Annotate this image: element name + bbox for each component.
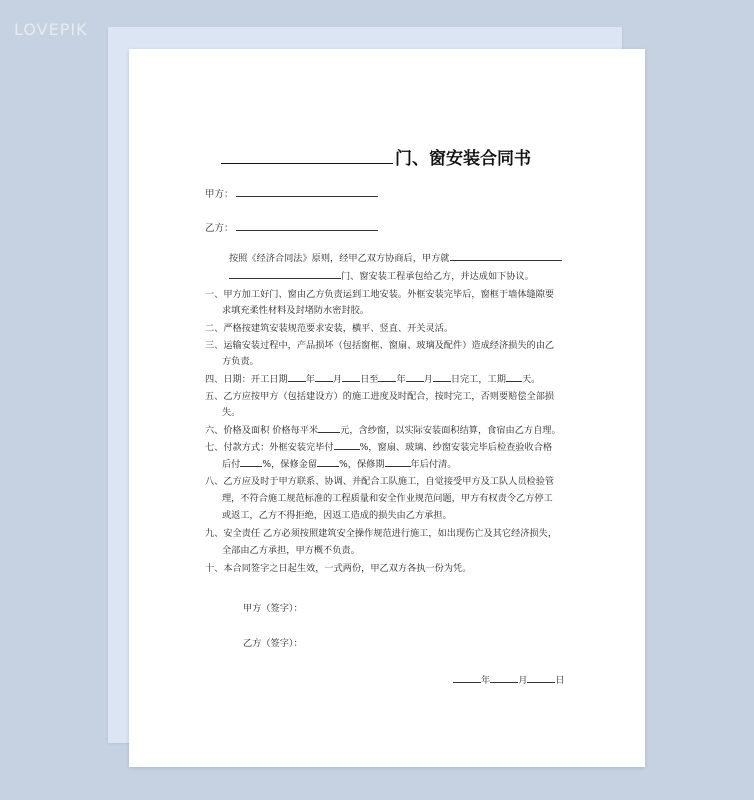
date-month: 月 bbox=[518, 675, 528, 686]
clause-8-line-3: 或返工，乙方不得拒绝，因返工造成的损失由乙方承担。 bbox=[222, 510, 452, 521]
clause-4-b: 年 bbox=[305, 374, 315, 385]
blank bbox=[453, 673, 481, 683]
contract-page bbox=[129, 49, 645, 767]
blank bbox=[385, 457, 411, 467]
watermark: LOVEPIK bbox=[14, 20, 88, 39]
clause-9-line-2: 全部由乙方承担，甲方概不负责。 bbox=[222, 545, 360, 556]
blank bbox=[342, 372, 360, 382]
blank bbox=[433, 372, 451, 382]
clause-3-line-2: 方负责。 bbox=[222, 356, 259, 367]
blank bbox=[490, 673, 518, 683]
party-b-label: 乙方： bbox=[205, 223, 234, 234]
title-blank bbox=[221, 148, 393, 164]
intro-text-2: 门、窗安装工程承包给乙方，并达成如下协议。 bbox=[341, 271, 534, 282]
blank bbox=[240, 457, 262, 467]
title-text: 门、窗安装合同书 bbox=[395, 149, 531, 169]
blank bbox=[506, 372, 522, 382]
clause-7-e: %，保修期 bbox=[339, 459, 385, 470]
clause-8-line-1: 八、乙方应及时于甲方联系、协调、并配合工队施工，自觉接受甲方及工队人员检验管 bbox=[205, 476, 555, 487]
clause-7-line-2 bbox=[205, 457, 594, 474]
blank bbox=[378, 372, 396, 382]
clause-1-line-2: 求填充柔性材料及封堵防水密封胶。 bbox=[222, 305, 369, 316]
intro-blank-2 bbox=[229, 269, 341, 279]
sign-date bbox=[453, 672, 565, 686]
clause-4-a: 四、日期：开工日期 bbox=[205, 374, 288, 385]
clause-4-e: 年 bbox=[396, 374, 406, 385]
clause-7-d: %，保修金留 bbox=[262, 459, 318, 470]
clause-7-c: 后付 bbox=[222, 459, 241, 470]
clause-4-h: 天。 bbox=[521, 374, 541, 385]
clause-5-line-1: 五、乙方应按甲方（包括建设方）的施工进度及时配合，按时完工，否则要赔偿全部损 bbox=[205, 391, 555, 402]
blank bbox=[318, 423, 340, 433]
clause-6-b: 元，含纱窗，以实际安装面积结算，食宿由乙方自理。 bbox=[340, 425, 561, 436]
party-b-blank bbox=[236, 220, 378, 231]
clause-8-line-2: 理，不符合施工规范标准的工程质量和安全作业规范问题，甲方有权责令乙方停工 bbox=[222, 493, 553, 504]
intro-line-2 bbox=[205, 269, 601, 286]
clause-4 bbox=[205, 372, 577, 389]
clause-6-a: 六、价格及面积 价格每平米 bbox=[205, 425, 319, 436]
clause-7-b: %，窗扇、玻璃、纱窗安装完毕后检查验收合格 bbox=[359, 442, 553, 453]
intro-blank-1 bbox=[450, 251, 562, 261]
clause-5-line-2: 失。 bbox=[222, 407, 241, 418]
clause-7-line-1 bbox=[205, 440, 577, 457]
clause-6 bbox=[205, 423, 577, 440]
party-b bbox=[205, 220, 378, 234]
clause-7-f: 年后付清。 bbox=[410, 459, 457, 470]
clause-2: 二、严格按建筑安装规范要求安装，横平、竖直、开关灵活。 bbox=[205, 323, 454, 334]
date-day: 日 bbox=[555, 675, 565, 686]
blank bbox=[317, 457, 339, 467]
clause-3-line-1: 三、运输安装过程中，产品损坏（包括窗框、窗扇、玻璃及配件）造成经济损失的由乙 bbox=[205, 340, 555, 351]
blank bbox=[334, 440, 360, 450]
contract-title bbox=[221, 144, 561, 169]
signature-party-b: 乙方（签字）： bbox=[243, 638, 303, 649]
clause-9-line-1: 九、安全责任 乙方必须按照建筑安全操作规范进行施工，如出现伤亡及其它经济损失， bbox=[205, 528, 558, 539]
blank bbox=[406, 372, 424, 382]
party-a-blank bbox=[236, 186, 378, 197]
signature-party-a: 甲方（签字）： bbox=[243, 603, 303, 614]
blank bbox=[527, 673, 555, 683]
blank bbox=[315, 372, 333, 382]
clause-4-d: 日至 bbox=[360, 374, 379, 385]
party-a-label: 甲方： bbox=[205, 189, 234, 200]
intro-text-1: 按照《经济合同法》原则，经甲乙双方协商后，甲方就 bbox=[229, 253, 450, 264]
date-year: 年 bbox=[481, 675, 491, 686]
clause-7-a: 七、付款方式：外框安装完毕付 bbox=[205, 442, 334, 453]
clause-10: 十、本合同签字之日起生效，一式两份，甲乙双方各执一份为凭。 bbox=[205, 563, 472, 574]
blank bbox=[288, 372, 306, 382]
clause-4-c: 月 bbox=[332, 374, 343, 385]
clause-4-f: 月 bbox=[423, 374, 433, 385]
party-a bbox=[205, 186, 378, 200]
clause-1-line-1: 一、甲方加工好门、窗由乙方负责运到工地安装。外框安装完毕后，窗框于墙体缝隙要 bbox=[205, 289, 555, 300]
intro-line-1 bbox=[205, 251, 601, 268]
clause-4-g: 日完工，工期 bbox=[450, 374, 506, 385]
